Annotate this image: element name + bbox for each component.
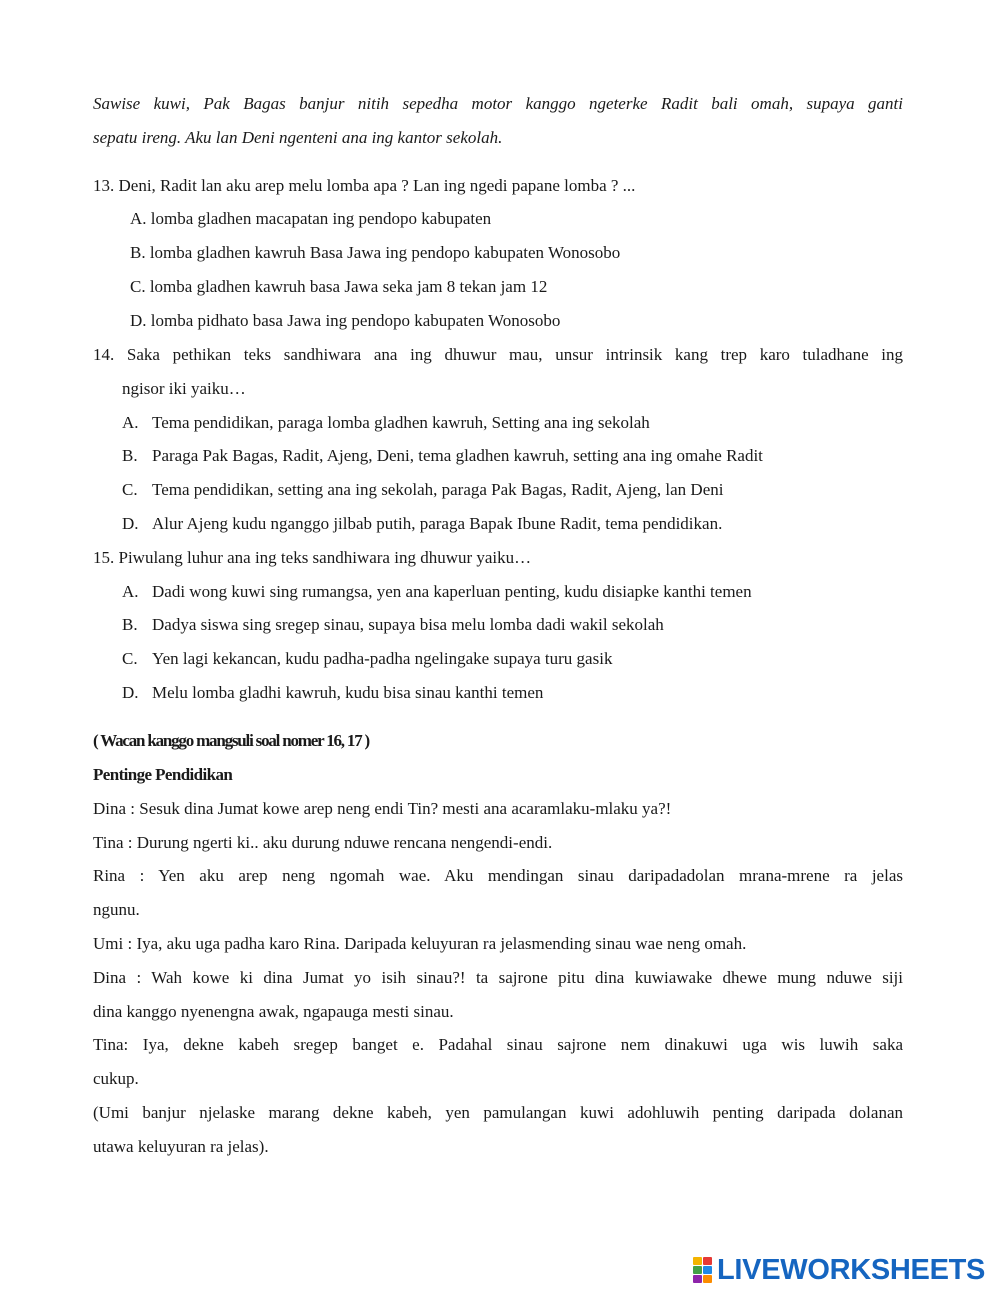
dialogue-line: Tina: Iya, dekne kabeh sregep banget e. Padahal sinau sajrone nem dinakuwi uga wis luwih saka [93,1035,903,1054]
option-text: Dadya siswa sing sregep sinau, supaya bisa melu lomba dadi wakil sekolah [152,615,664,634]
option-text: Tema pendidikan, setting ana ing sekolah, paraga Pak Bagas, Radit, Ajeng, lan Deni [152,480,724,499]
dialogue-line: (Umi banjur njelaske marang dekne kabeh, yen pamulangan kuwi adohluwih penting daripada dolanan [93,1103,903,1122]
dialogue-line: Dina : Sesuk dina Jumat kowe arep neng endi Tin? mesti ana acaramlaku-mlaku ya?! [93,799,672,818]
dialogue-line: Umi : Iya, aku uga padha karo Rina. Daripada keluyuran ra jelasmending sinau wae neng omah. [93,934,747,953]
option-letter: B. [122,446,138,465]
brand-name: LIVEWORKSHEETS [717,1253,986,1286]
dialogue-line: dina kanggo nyenengna awak, ngapauga mesti sinau. [93,1002,454,1021]
option-text: Alur Ajeng kudu nganggo jilbab putih, paraga Bapak Ibune Radit, tema pendidikan. [152,514,723,533]
q15-option-c[interactable] [122,649,932,669]
q13-option-a[interactable]: A. lomba gladhen macapatan ing pendopo kabupaten [130,209,492,228]
option-letter: C. [122,480,138,499]
dialogue-line: Rina : Yen aku arep neng ngomah wae. Aku mendingan sinau daripadadolan mrana-mrene ra jelas [93,866,903,885]
liveworksheets-logo-icon [693,1257,713,1283]
option-text: Paraga Pak Bagas, Radit, Ajeng, Deni, tema gladhen kawruh, setting ana ing omahe Radit [152,446,763,465]
dialogue-line: Tina : Durung ngerti ki.. aku durung nduwe rencana nengendi-endi. [93,833,553,852]
passage-line-2: sepatu ireng. Aku lan Deni ngenteni ana ing kantor sekolah. [93,128,503,147]
q15-option-a[interactable] [122,582,932,602]
passage-line-1: Sawise kuwi, Pak Bagas banjur nitih sepedha motor kanggo ngeterke Radit bali omah, supaya ganti [93,94,903,113]
q14-option-b[interactable] [122,446,932,466]
option-letter: C. [122,649,138,668]
option-letter: B. [122,615,138,634]
q15-option-b[interactable] [122,615,932,635]
question-15: 15. Piwulang luhur ana ing teks sandhiwara ing dhuwur yaiku… [93,548,532,567]
liveworksheets-logo[interactable] [693,1255,985,1285]
option-letter: D. [122,514,139,533]
q13-option-b[interactable]: B. lomba gladhen kawruh Basa Jawa ing pendopo kabupaten Wonosobo [130,243,621,262]
question-14-cont: ngisor iki yaiku… [122,379,246,398]
option-text: Dadi wong kuwi sing rumangsa, yen ana kaperluan penting, kudu disiapke kanthi temen [152,582,752,601]
question-13: 13. Deni, Radit lan aku arep melu lomba apa ? Lan ing ngedi papane lomba ? ... [93,176,636,195]
q15-option-d[interactable] [122,683,932,703]
dialogue-line: ngunu. [93,900,140,919]
q13-option-d[interactable]: D. lomba pidhato basa Jawa ing pendopo kabupaten Wonosobo [130,311,561,330]
option-letter: A. [122,582,139,601]
q13-option-c[interactable]: C. lomba gladhen kawruh basa Jawa seka jam 8 tekan jam 12 [130,277,548,296]
option-text: Tema pendidikan, paraga lomba gladhen kawruh, Setting ana ing sekolah [152,413,650,432]
option-letter: D. [122,683,139,702]
option-letter: A. [122,413,139,432]
option-text: Melu lomba gladhi kawruh, kudu bisa sinau kanthi temen [152,683,544,702]
q14-option-a[interactable] [122,413,932,433]
reading-header: ( Wacan kanggo mangsuli soal nomer 16, 17 ) [93,731,370,750]
dialogue-line: cukup. [93,1069,139,1088]
reading-title: Pentinge Pendidikan [93,765,233,784]
question-14: 14. Saka pethikan teks sandhiwara ana ing dhuwur mau, unsur intrinsik kang trep karo tuladhane ing [93,345,903,364]
dialogue-line: utawa keluyuran ra jelas). [93,1137,269,1156]
q14-option-c[interactable] [122,480,932,500]
q14-option-d[interactable] [122,514,932,534]
dialogue-line: Dina : Wah kowe ki dina Jumat yo isih sinau?! ta sajrone pitu dina kuwiawake dhewe mung nduwe siji [93,968,903,987]
option-text: Yen lagi kekancan, kudu padha-padha ngelingake supaya turu gasik [152,649,613,668]
